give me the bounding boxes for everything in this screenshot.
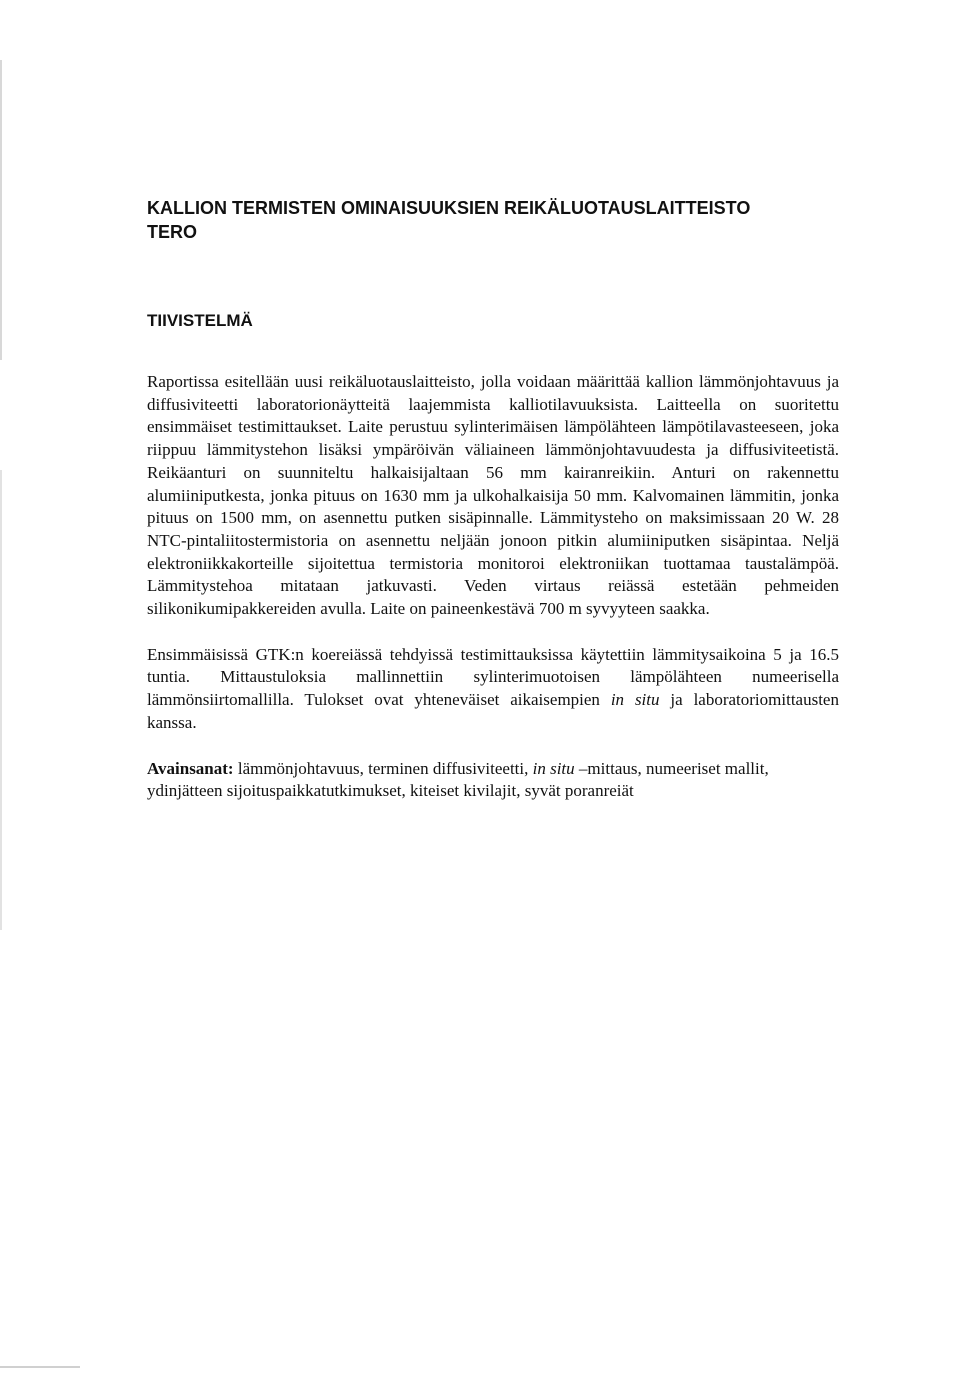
abstract-paragraph-2 [147,644,839,735]
document-page [147,196,839,803]
paragraph-2-text-a: Ensimmäisissä GTK:n koereiässä tehdyissä testimittauksissa käytettiin lämmitysaikoina 5 ja 16.5 tuntia. Mittaustuloksia mallinnettiin sylinterimuotoisen lämpölähteen numeerisella lämmönsiirtomallilla. Tulokset ovat yhteneväiset aikaisempien [147,644,839,710]
section-heading-abstract: TIIVISTELMÄ [147,311,253,330]
keywords-text-b: –mittaus, numeeriset mallit, ydinjätteen sijoituspaikkatutkimukset, kiteiset kivilajit, syvät poranreiät [147,758,769,801]
title-line-2: TERO [147,222,198,242]
paragraph-2-text-b: ja laboratoriomittausten kanssa. [147,690,839,732]
scan-edge-left-lower [0,470,2,930]
scan-edge-left [0,60,2,360]
abstract-paragraph-1: Raportissa esitellään uusi reikäluotauslaitteisto, jolla voidaan määrittää kallion lämmönjohtavuus ja diffusiviteetti laboratorionäytteitä laajemmista kalliotilavuuksista. Laitteella on suoritettu ensimmäiset testimittaukset. Laite perustuu sylinterimäisen lämpölähteen lämpötilavasteeseen, joka riippuu lämmitystehon lisäksi ympäröivän väliaineen lämmönjohtavuudesta ja diffusiviteetistä. Reikäanturi on suunniteltu halkaisijaltaan 56 mm kairanreikiin. Anturi on rakennettu alumiiniputkesta, jonka pituus on 1630 mm ja ulkohalkaisija 50 mm. Kalvomainen lämmitin, jonka pituus on 1500 mm, on asennettu putken sisäpinnalle. Lämmitysteho on maksimissaan 20 W. 28 NTC-pintaliitostermistoria on asennettu neljään jonoon pitkin alumiiniputken sisäpintaa. Neljä elektroniikkakorteille sijoitettua termistoria monitoroi elektroniikan tuottamaa taustalämpöä. Lämmitystehoa mitataan jatkuvasti. Veden virtaus reiässä estetään pehmeiden silikonikumipakkereiden avulla. Laite on paineenkestävä 700 m syvyyteen saakka. [147,372,839,619]
keywords-paragraph [147,758,839,803]
scan-edge-bottom [0,1366,80,1368]
document-title [147,196,839,244]
keywords-text-a: lämmönjohtavuus, terminen diffusiviteetti, [233,758,533,778]
keywords-label: Avainsanat: [147,758,234,778]
paragraph-2-in-situ: in situ [610,690,660,710]
keywords-in-situ: in situ [532,758,575,778]
title-line-1: KALLION TERMISTEN OMINAISUUKSIEN REIKÄLUOTAUSLAITTEISTO [147,198,751,218]
